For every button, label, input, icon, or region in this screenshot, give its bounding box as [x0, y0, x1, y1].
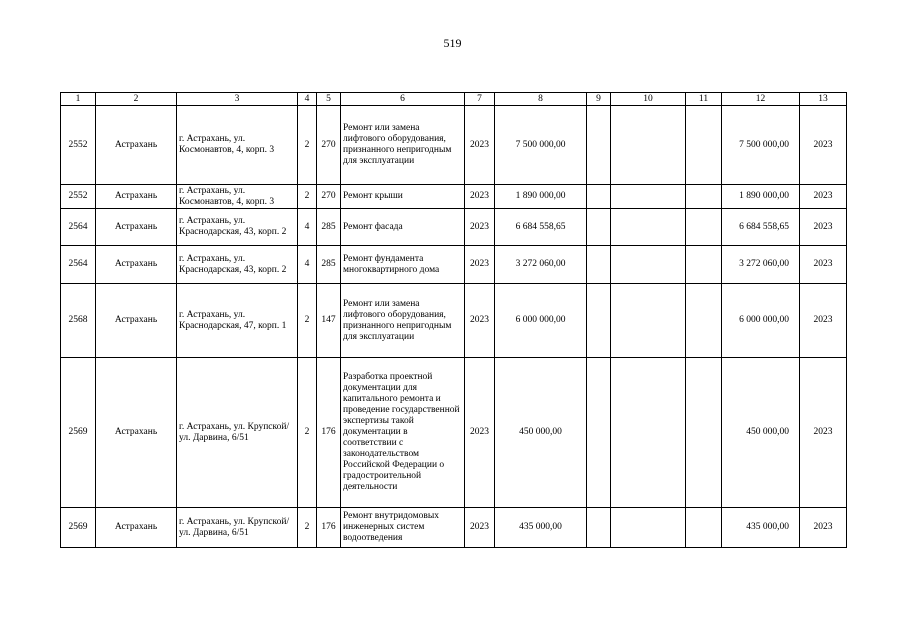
cell-col4: 2 [298, 106, 317, 185]
cell-record-number: 2569 [61, 508, 96, 548]
cell-record-number: 2564 [61, 209, 96, 246]
cell-year: 2023 [465, 209, 495, 246]
cell-year: 2023 [465, 508, 495, 548]
cell-col9 [587, 185, 611, 209]
cell-col4: 2 [298, 185, 317, 209]
cell-record-number: 2552 [61, 106, 96, 185]
cell-cost: 450 000,00 [495, 358, 587, 508]
cell-col4: 2 [298, 508, 317, 548]
cell-year: 2023 [465, 185, 495, 209]
cell-col11 [686, 106, 722, 185]
cell-year: 2023 [465, 358, 495, 508]
cell-col4: 4 [298, 209, 317, 246]
col-header: 2 [96, 93, 177, 106]
cell-municipality: Астрахань [96, 358, 177, 508]
cell-work-type: Ремонт крыши [341, 185, 465, 209]
cell-cost: 7 500 000,00 [495, 106, 587, 185]
cell-address: г. Астрахань, ул. Крупской/ ул. Дарвина, 6/51 [177, 358, 298, 508]
cell-record-number: 2552 [61, 185, 96, 209]
cell-col11 [686, 284, 722, 358]
cell-total: 6 684 558,65 [722, 209, 800, 246]
cell-work-type: Ремонт фасада [341, 209, 465, 246]
table-row [61, 246, 847, 284]
table-row [61, 209, 847, 246]
cell-col10 [611, 209, 686, 246]
table-row [61, 106, 847, 185]
col-header: 3 [177, 93, 298, 106]
cell-record-number: 2569 [61, 358, 96, 508]
cell-address: г. Астрахань, ул. Краснодарская, 47, корп. 1 [177, 284, 298, 358]
cell-record-number: 2564 [61, 246, 96, 284]
cell-address: г. Астрахань, ул. Крупской/ ул. Дарвина, 6/51 [177, 508, 298, 548]
header-row [61, 93, 847, 106]
cell-work-type: Ремонт или замена лифтового оборудования, признанного непригодным для эксплуатации [341, 284, 465, 358]
cell-col5: 285 [317, 209, 341, 246]
cell-address: г. Астрахань, ул. Космонавтов, 4, корп. 3 [177, 185, 298, 209]
table-row [61, 185, 847, 209]
cell-col9 [587, 209, 611, 246]
col-header: 9 [587, 93, 611, 106]
cell-col9 [587, 284, 611, 358]
cell-col11 [686, 358, 722, 508]
col-header: 4 [298, 93, 317, 106]
cell-year-end: 2023 [800, 284, 847, 358]
cell-total: 3 272 060,00 [722, 246, 800, 284]
cell-col11 [686, 246, 722, 284]
cell-total: 7 500 000,00 [722, 106, 800, 185]
cell-col10 [611, 284, 686, 358]
table-row [61, 508, 847, 548]
cell-year: 2023 [465, 284, 495, 358]
cell-cost: 6 000 000,00 [495, 284, 587, 358]
cell-col11 [686, 508, 722, 548]
cell-cost: 435 000,00 [495, 508, 587, 548]
cell-col4: 2 [298, 358, 317, 508]
cell-municipality: Астрахань [96, 209, 177, 246]
cell-col4: 2 [298, 284, 317, 358]
cell-cost: 3 272 060,00 [495, 246, 587, 284]
col-header: 11 [686, 93, 722, 106]
cell-cost: 6 684 558,65 [495, 209, 587, 246]
table-row [61, 284, 847, 358]
cell-work-type: Ремонт фундамента многоквартирного дома [341, 246, 465, 284]
cell-municipality: Астрахань [96, 508, 177, 548]
cell-col5: 147 [317, 284, 341, 358]
cell-col5: 176 [317, 508, 341, 548]
cell-col11 [686, 185, 722, 209]
cell-year-end: 2023 [800, 209, 847, 246]
cell-col5: 176 [317, 358, 341, 508]
cell-year: 2023 [465, 246, 495, 284]
col-header: 1 [61, 93, 96, 106]
cell-col11 [686, 209, 722, 246]
cell-col10 [611, 358, 686, 508]
cell-col5: 270 [317, 185, 341, 209]
table-row [61, 358, 847, 508]
cell-address: г. Астрахань, ул. Космонавтов, 4, корп. 3 [177, 106, 298, 185]
cell-col9 [587, 106, 611, 185]
cell-address: г. Астрахань, ул. Краснодарская, 43, корп. 2 [177, 209, 298, 246]
cell-municipality: Астрахань [96, 185, 177, 209]
cell-municipality: Астрахань [96, 246, 177, 284]
cell-address: г. Астрахань, ул. Краснодарская, 43, корп. 2 [177, 246, 298, 284]
cell-municipality: Астрахань [96, 284, 177, 358]
cell-total: 1 890 000,00 [722, 185, 800, 209]
capital-repair-table [60, 92, 847, 548]
page-number: 519 [443, 36, 462, 50]
cell-year-end: 2023 [800, 508, 847, 548]
cell-cost: 1 890 000,00 [495, 185, 587, 209]
cell-year: 2023 [465, 106, 495, 185]
cell-col9 [587, 246, 611, 284]
cell-col10 [611, 185, 686, 209]
cell-record-number: 2568 [61, 284, 96, 358]
cell-col9 [587, 508, 611, 548]
col-header: 13 [800, 93, 847, 106]
cell-work-type: Ремонт внутридомовых инженерных систем водоотведения [341, 508, 465, 548]
cell-total: 450 000,00 [722, 358, 800, 508]
col-header: 7 [465, 93, 495, 106]
cell-col5: 285 [317, 246, 341, 284]
cell-work-type: Разработка проектной документации для капитального ремонта и проведение государственной экспертизы такой документации в соответствии с законодательством Российской Федерации о градостроительной деятельности [341, 358, 465, 508]
cell-year-end: 2023 [800, 358, 847, 508]
cell-col4: 4 [298, 246, 317, 284]
cell-year-end: 2023 [800, 246, 847, 284]
cell-col10 [611, 246, 686, 284]
cell-col5: 270 [317, 106, 341, 185]
cell-total: 435 000,00 [722, 508, 800, 548]
col-header: 12 [722, 93, 800, 106]
cell-col10 [611, 508, 686, 548]
col-header: 8 [495, 93, 587, 106]
cell-year-end: 2023 [800, 185, 847, 209]
col-header: 5 [317, 93, 341, 106]
col-header: 10 [611, 93, 686, 106]
cell-year-end: 2023 [800, 106, 847, 185]
cell-municipality: Астрахань [96, 106, 177, 185]
cell-col10 [611, 106, 686, 185]
col-header: 6 [341, 93, 465, 106]
cell-col9 [587, 358, 611, 508]
cell-total: 6 000 000,00 [722, 284, 800, 358]
cell-work-type: Ремонт или замена лифтового оборудования, признанного непригодным для эксплуатации [341, 106, 465, 185]
